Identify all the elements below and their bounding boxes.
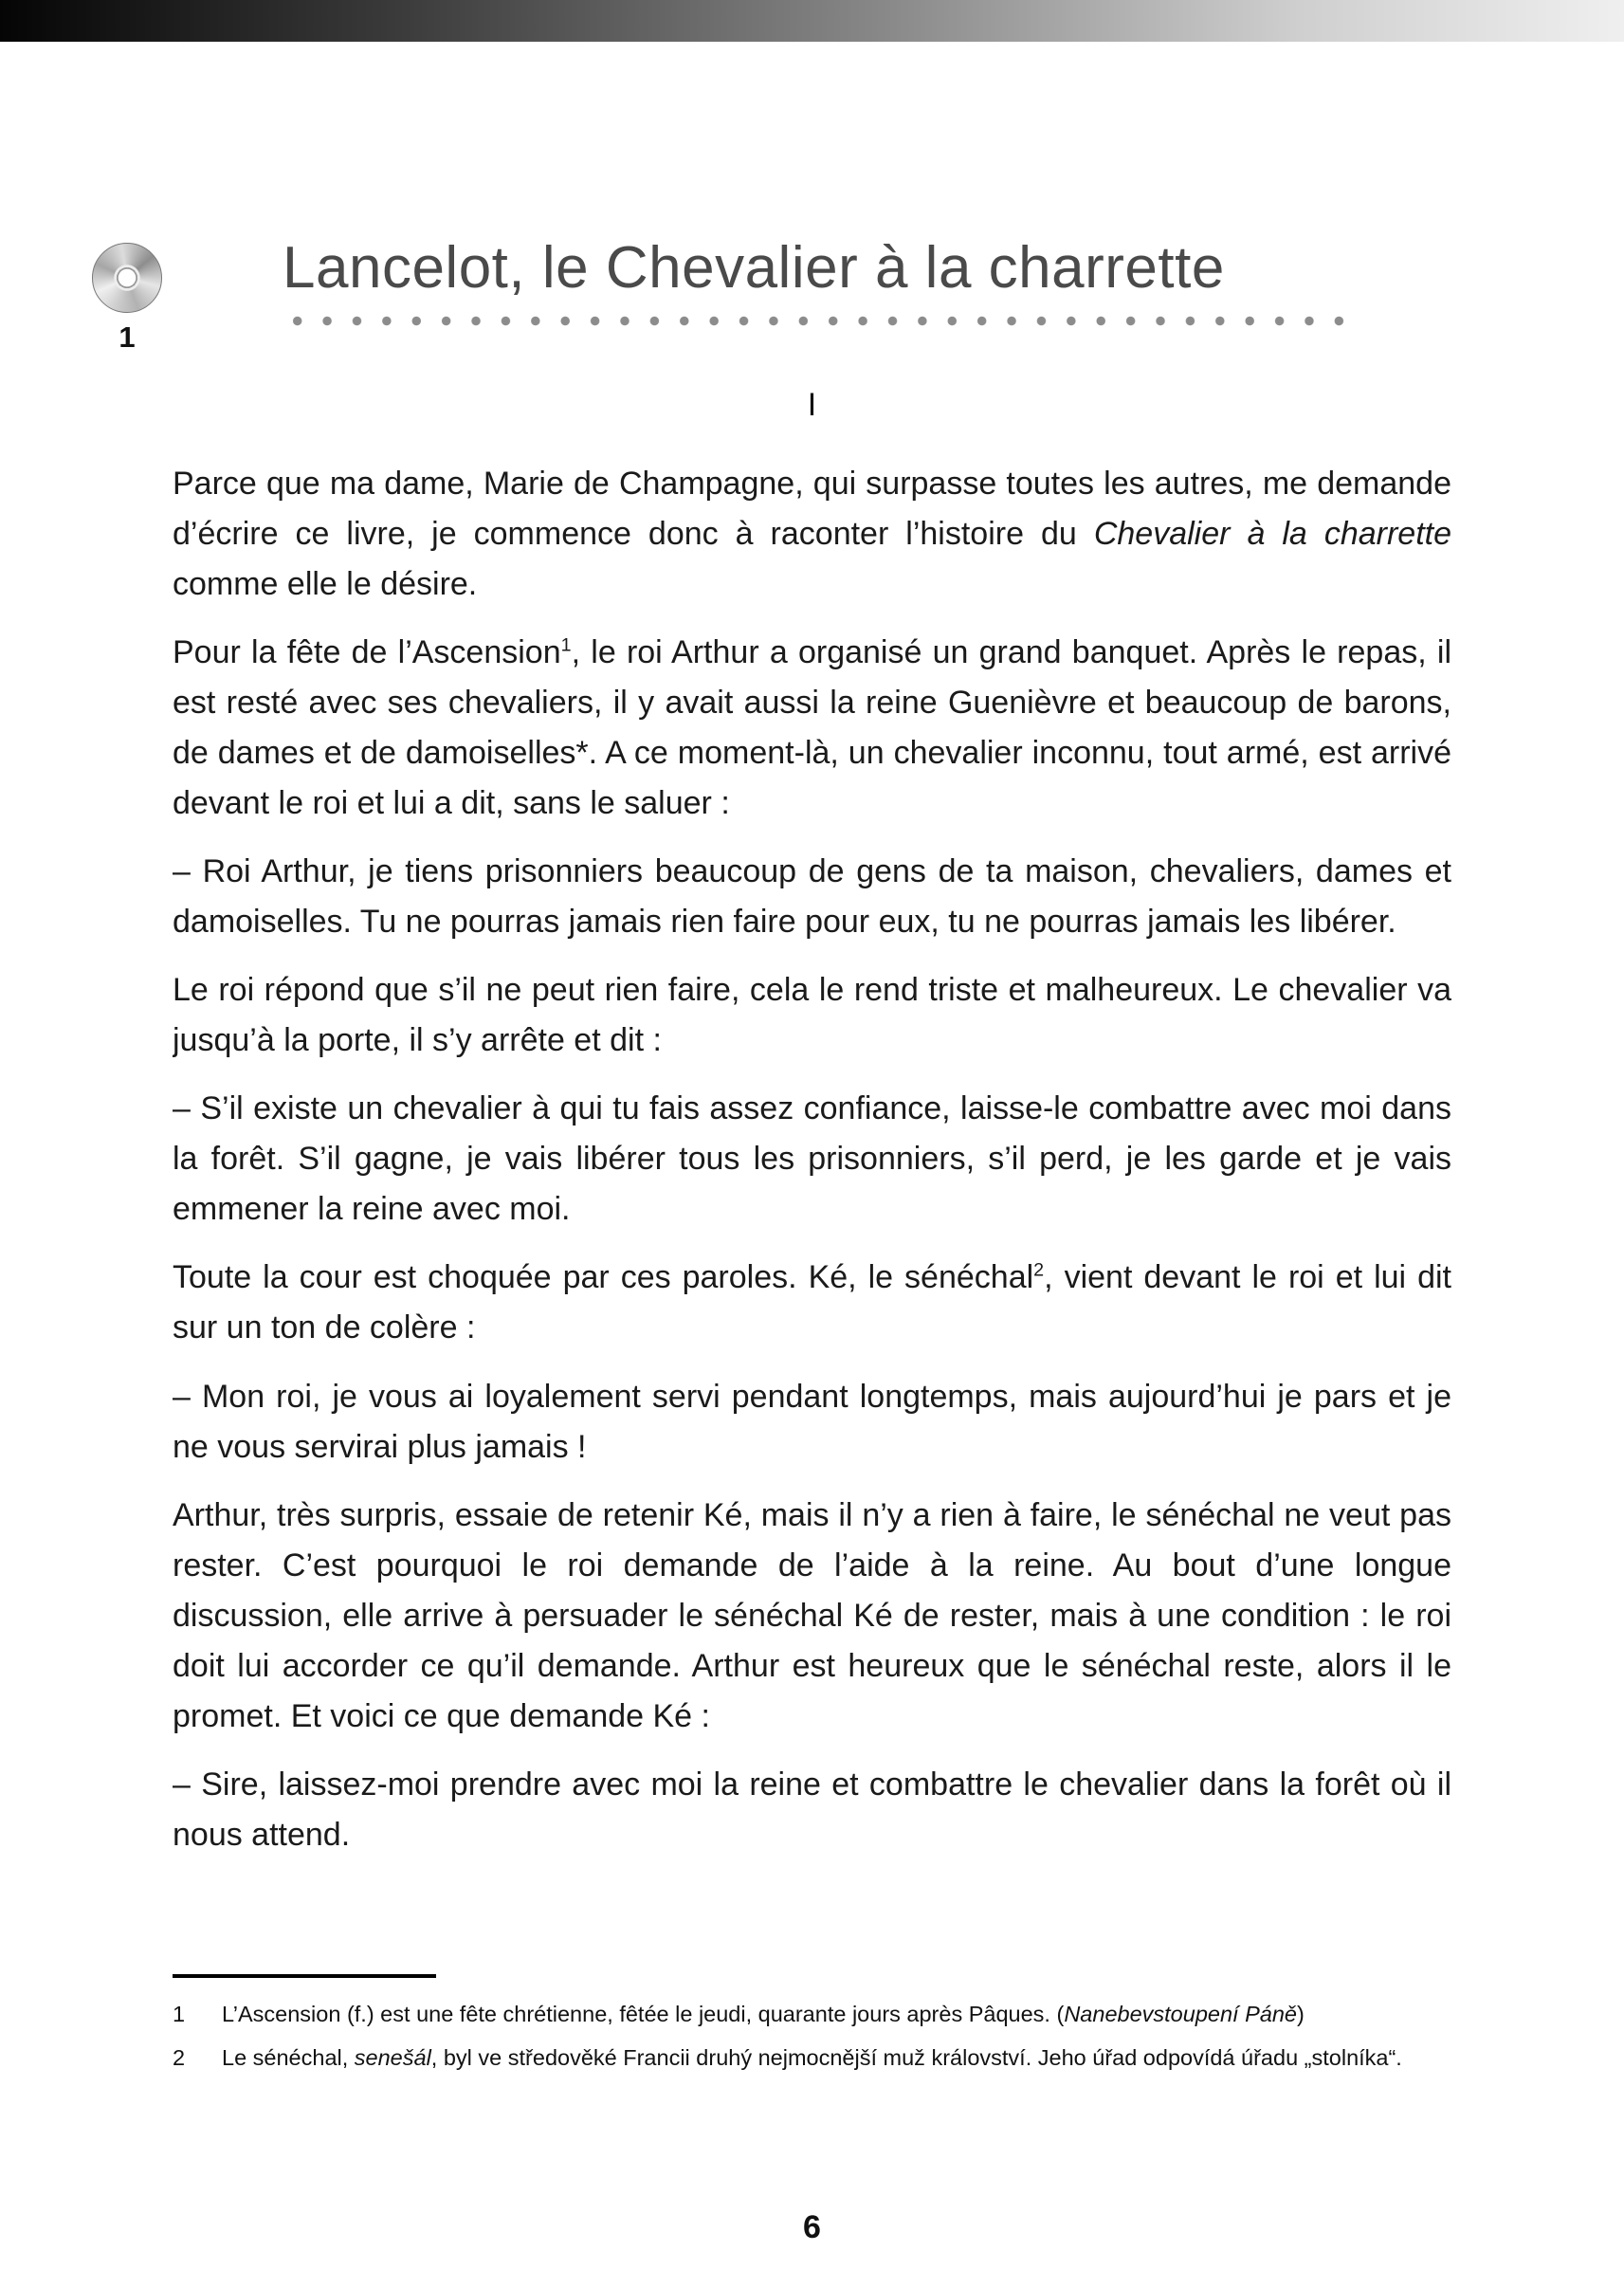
cd-icon bbox=[92, 243, 162, 313]
text-run: Nanebevstoupení Páně bbox=[1064, 2002, 1297, 2026]
title-block bbox=[283, 237, 1368, 326]
text-run: – Sire, laissez-moi prendre avec moi la reine et combattre le chevalier dans la forêt où il nous attend. bbox=[173, 1766, 1451, 1853]
text-run: Arthur, très surpris, essaie de retenir Ké, mais il n’y a rien à faire, le sénéchal ne veut pas rester. C’est pourquoi le roi demande de l’aide à la reine. Au bout d’une longue discussion, elle arrive à persuader le sénéchal Ké de rester, mais à une condition : le roi doit lui accorder ce qu’il demande. Arthur est heureux que le sénéchal reste, alors il le promet. Et voici ce que demande Ké : bbox=[173, 1496, 1451, 1734]
paragraph bbox=[173, 459, 1451, 610]
paragraph bbox=[173, 1760, 1451, 1860]
text-run: senešál bbox=[354, 2044, 431, 2070]
track-number: 1 bbox=[119, 320, 136, 354]
body-text bbox=[173, 459, 1451, 1878]
footnote-rule bbox=[173, 1974, 436, 1978]
page-number: 6 bbox=[803, 2209, 821, 2245]
text-run: – S’il existe un chevalier à qui tu fais assez confiance, laisse-le combattre avec moi dans la forêt. S’il gagne, je vais libérer tous les prisonniers, s’il perd, je les garde et je vais emmener la reine avec moi. bbox=[173, 1090, 1451, 1228]
text-run: Le roi répond que s’il ne peut rien faire, cela le rend triste et malheureux. Le chevalier va jusqu’à la porte, il s’y arrête et dit : bbox=[173, 972, 1451, 1059]
footnote-reference: 1 bbox=[560, 634, 572, 656]
text-run: , byl ve středověké Francii druhý nejmocnější muž království. Jeho úřad odpovídá úřadu „stolníka“. bbox=[430, 2044, 1402, 2070]
paragraph bbox=[173, 1253, 1451, 1353]
audio-track-marker bbox=[89, 243, 165, 355]
text-run: , le roi Arthur a organisé un grand banquet. Après le repas, il est resté avec ses chevaliers, il y avait aussi la reine Guenièvre et beaucoup de barons, de dames et de damoiselles*. A ce moment-là, un chevalier inconnu, tout armé, est arrivé devant le roi et lui a dit, sans le saluer : bbox=[173, 634, 1451, 822]
paragraph bbox=[173, 1491, 1451, 1742]
text-run: L’Ascension (f.) est une fête chrétienne, fêtée le jeudi, quarante jours après Pâques. ( bbox=[222, 2002, 1065, 2026]
footnotes bbox=[173, 1993, 1451, 2080]
footnotes-section bbox=[173, 1974, 1451, 2080]
paragraph bbox=[173, 628, 1451, 829]
text-run: – Roi Arthur, je tiens prisonniers beaucoup de gens de ta maison, chevaliers, dames et damoiselles. Tu ne pourras jamais rien faire pour eux, tu ne pourras jamais les libérer. bbox=[173, 853, 1451, 941]
text-run: Parce que ma dame, Marie de Champagne, qui surpasse toutes les autres, me demande d’écrire ce livre, je commence donc à raconter l’histoire du bbox=[173, 466, 1451, 553]
chapter-number: I bbox=[807, 387, 817, 423]
text-run: comme elle le désire. bbox=[173, 566, 478, 603]
paragraph bbox=[173, 847, 1451, 947]
text-run: – Mon roi, je vous ai loyalement servi pendant longtemps, mais aujourd’hui je pars et je ne vous servirai plus jamais ! bbox=[173, 1378, 1451, 1465]
page-title: Lancelot, le Chevalier à la charrette bbox=[283, 235, 1225, 301]
footnote-reference: 2 bbox=[1033, 1260, 1045, 1282]
text-run: Toute la cour est choquée par ces paroles. Ké, le sénéchal bbox=[173, 1259, 1034, 1296]
text-run: Chevalier à la charrette bbox=[1093, 516, 1451, 553]
footnote-number: 2 bbox=[173, 2044, 186, 2070]
top-gradient-bar bbox=[0, 0, 1624, 42]
text-run: Pour la fête de l’Ascension bbox=[173, 634, 561, 671]
dotted-rule bbox=[283, 316, 1356, 326]
paragraph bbox=[173, 1084, 1451, 1235]
text-run: , vient devant le roi et lui dit sur un ton de colère : bbox=[173, 1259, 1451, 1346]
text-run: ) bbox=[1296, 2002, 1305, 2026]
footnote bbox=[173, 1993, 1451, 2037]
footnote bbox=[173, 2037, 1451, 2080]
paragraph bbox=[173, 1372, 1451, 1473]
paragraph bbox=[173, 965, 1451, 1066]
footnote-number: 1 bbox=[173, 2002, 186, 2026]
text-run: Le sénéchal, bbox=[222, 2044, 355, 2070]
